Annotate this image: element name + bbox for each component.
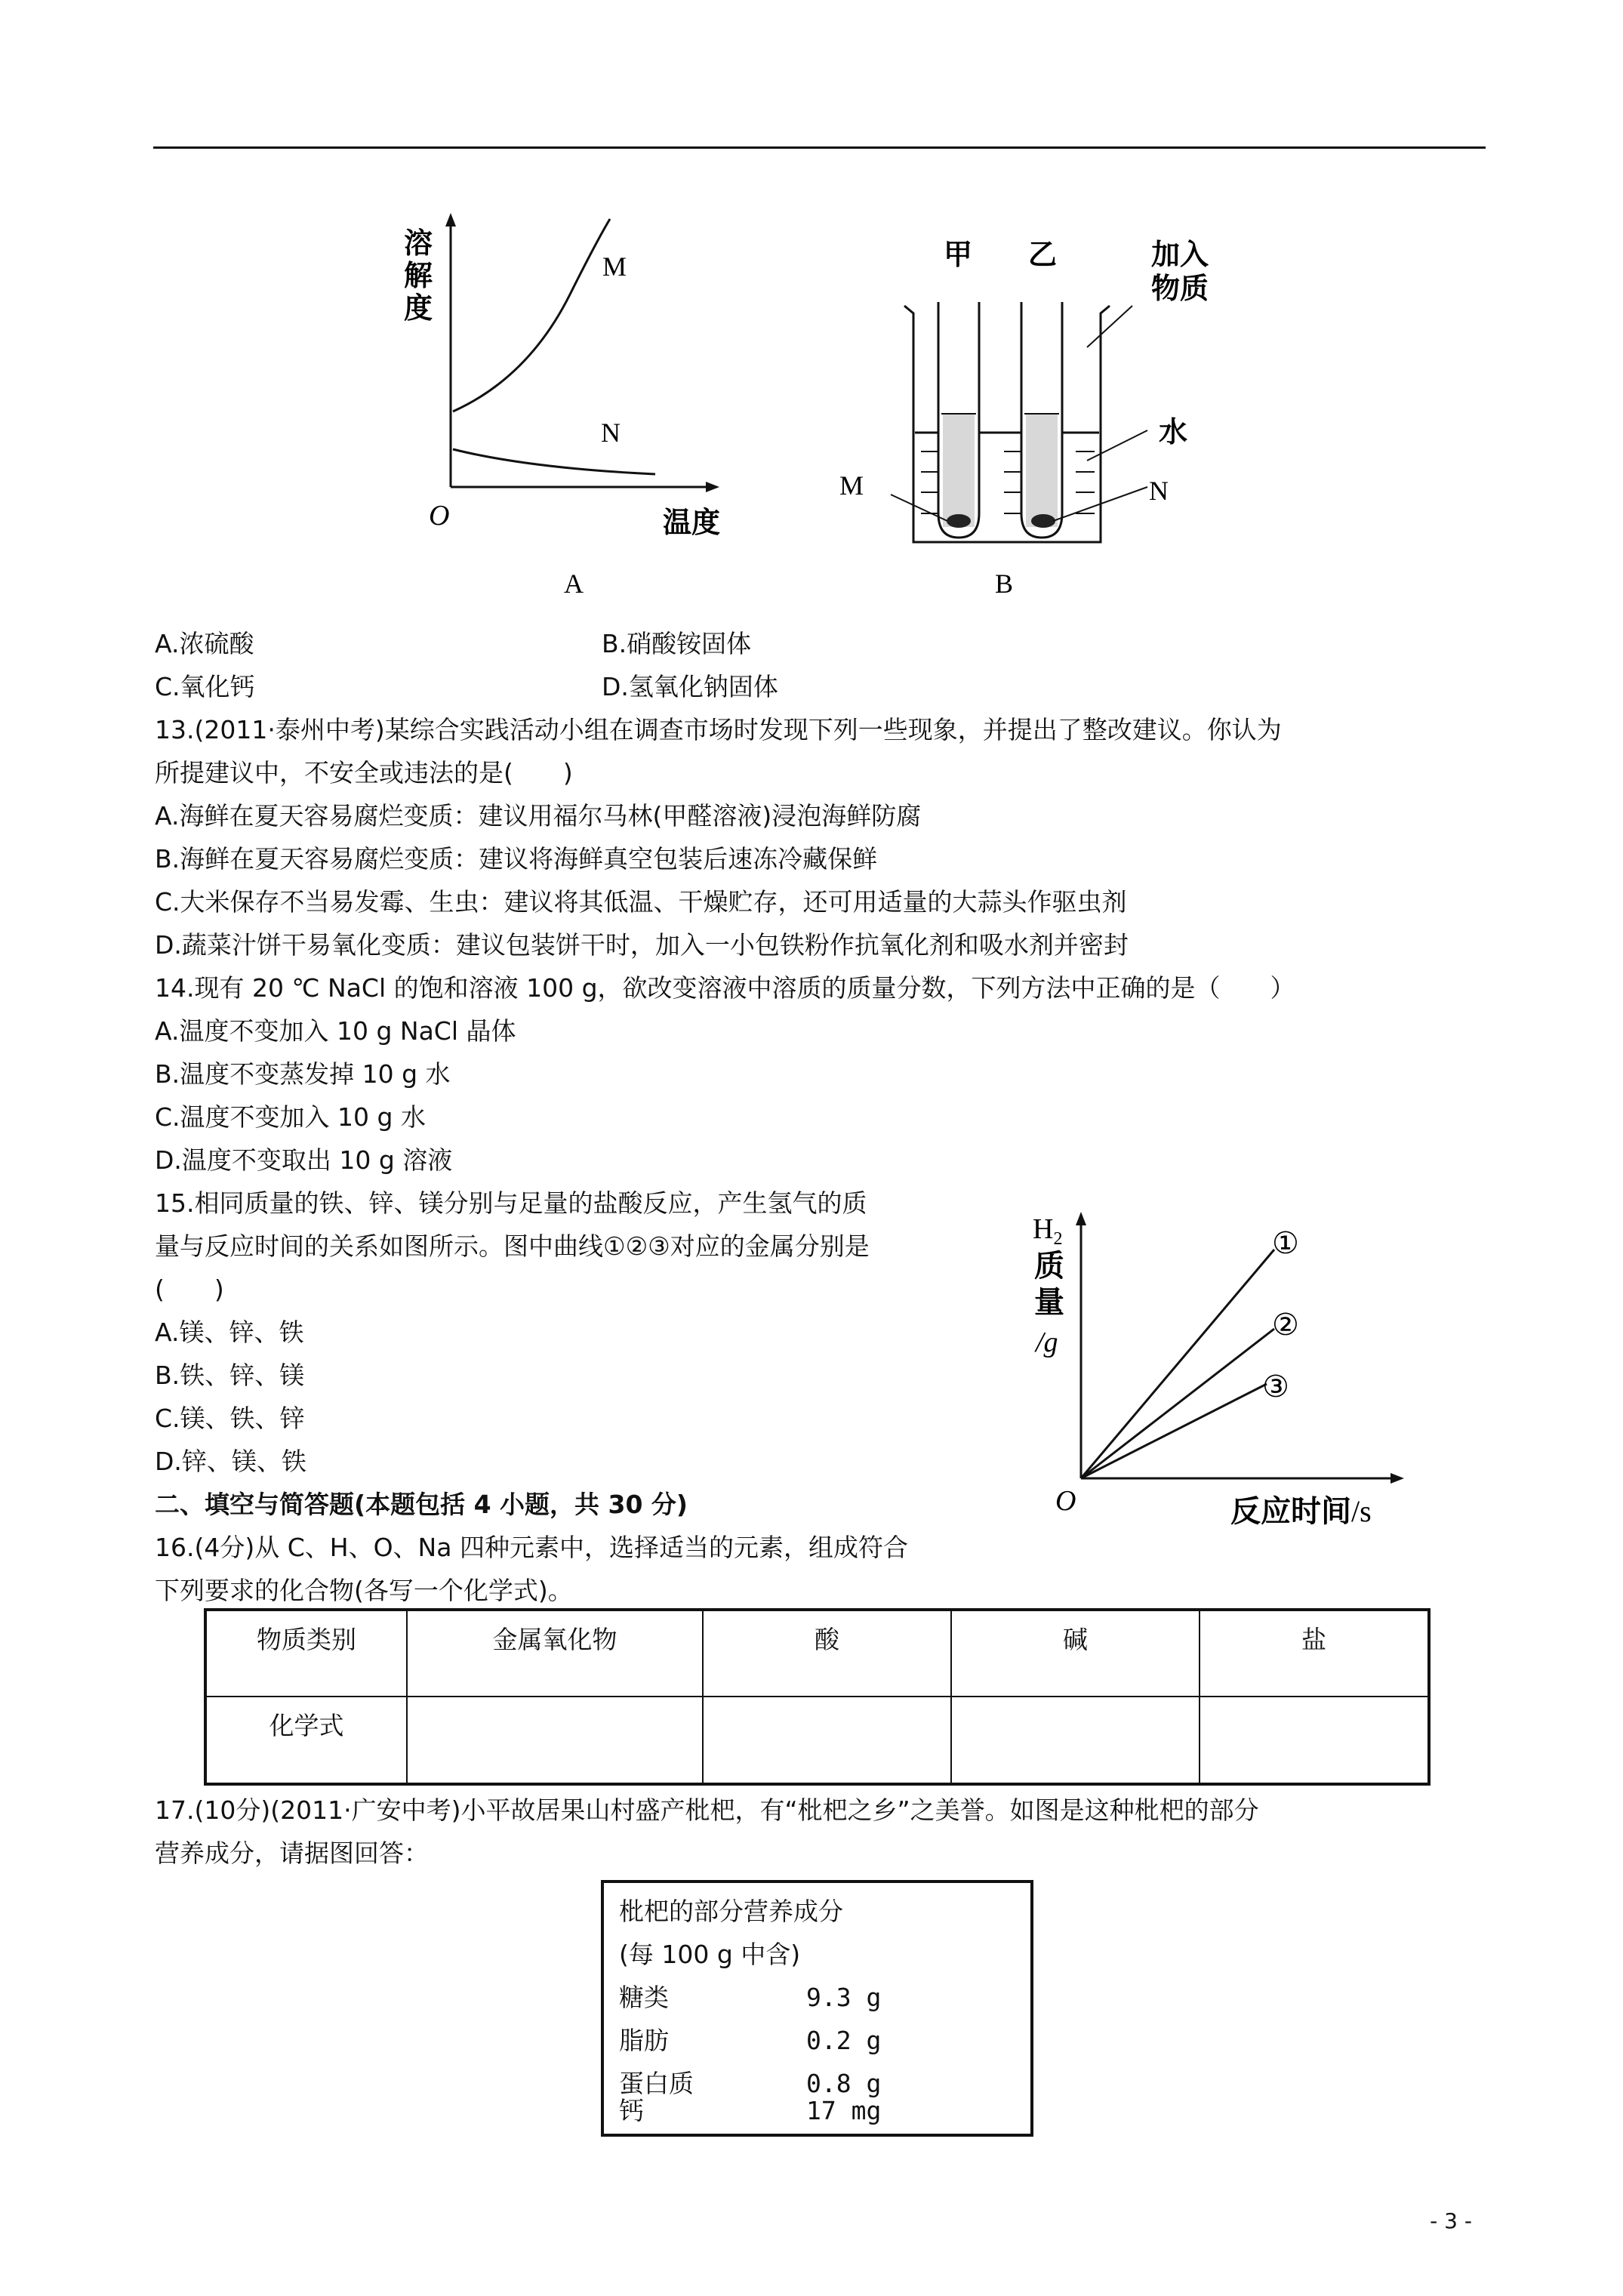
q13-option-a: A.海鲜在夏天容易腐烂变质：建议用福尔马林(甲醛溶液)浸泡海鲜防腐: [155, 801, 922, 831]
nutrition-row-value: 0.8 g: [806, 2069, 882, 2098]
fig-a-xlabel: 温度: [663, 506, 721, 539]
fig-c-origin: O: [1055, 1485, 1076, 1517]
fig-b-water-label: 水: [1159, 415, 1188, 448]
q13-option-d: D.蔬菜汁饼干易氧化变质：建议包装饼干时，加入一小包铁粉作抗氧化剂和吸水剂并密封: [155, 930, 1129, 960]
figure-b-beaker-diagram: [830, 223, 1253, 604]
fig-b-tube2-label: 乙: [1028, 238, 1058, 271]
answer-cell-acid[interactable]: [703, 1697, 951, 1784]
q16-stem-line-1: 16.(4分)从 C、H、O、Na 四种元素中，选择适当的元素，组成符合: [155, 1533, 908, 1562]
q15-stem-line-2: 量与反应时间的关系如图所示。图中曲线①②③对应的金属分别是: [155, 1231, 870, 1261]
nutrition-row-value: 17 mg: [806, 2096, 882, 2125]
q15-option-a: A.镁、锌、铁: [155, 1318, 304, 1347]
q13-option-c: C.大米保存不当易发霉、生虫：建议将其低温、干燥贮存，还可用适量的大蒜头作驱虫剂: [155, 887, 1127, 917]
q13-stem-line-2: 所提建议中，不安全或违法的是( ): [155, 758, 573, 787]
q14-option-c: C.温度不变加入 10 g 水: [155, 1102, 426, 1132]
answer-cell-base[interactable]: [951, 1697, 1200, 1784]
q12-option-d: D.氢氧化钠固体: [602, 672, 778, 701]
fig-c-ylabel-1: 质: [1034, 1249, 1064, 1284]
q12-option-a: A.浓硫酸: [155, 629, 254, 658]
fig-a-ylabel-3: 度: [404, 291, 433, 325]
nutrition-row-value: 0.2 g: [806, 2026, 882, 2055]
figure-c-hydrogen-chart: [1027, 1193, 1457, 1540]
table-header-cell: 金属氧化物: [407, 1610, 703, 1697]
fig-b-added-2: 物质: [1151, 272, 1209, 305]
q17-stem-line-2: 营养成分，请据图回答：: [155, 1838, 429, 1868]
q13-stem-line-1: 13.(2011·泰州中考)某综合实践活动小组在调查市场时发现下列一些现象，并提出了整改建议。你认为: [155, 715, 1282, 744]
q15-stem-line-3: ( ): [155, 1274, 224, 1304]
fig-a-origin: O: [429, 500, 450, 532]
fig-c-xlabel: 反应时间/s: [1230, 1494, 1372, 1529]
fig-a-caption: A: [564, 569, 584, 599]
fig-a-ylabel-2: 解: [404, 259, 433, 292]
table-header-cell: 物质类别: [205, 1610, 407, 1697]
q17-stem-line-1: 17.(10分)(2011·广安中考)小平故居果山村盛产枇杷，有“枇杷之乡”之美誉。如图是这种枇杷的部分: [155, 1795, 1259, 1825]
fig-a-curve-m-label: M: [602, 251, 627, 282]
fig-c-ylabel-2: 量: [1034, 1285, 1064, 1320]
q15-option-c: C.镁、铁、锌: [155, 1404, 305, 1433]
q12-option-c: C.氧化钙: [155, 672, 255, 701]
nutrition-row-name: 钙: [619, 2096, 644, 2125]
nutrition-row-value: 9.3 g: [806, 1983, 882, 2012]
fig-b-added-1: 加入: [1151, 238, 1209, 271]
fig-a-ylabel-1: 溶: [404, 227, 433, 260]
nutrition-row-name: 糖类: [619, 1983, 669, 2012]
fig-c-series-2-label: ②: [1272, 1308, 1299, 1342]
nutrition-subtitle: (每 100 g 中含): [619, 1940, 801, 1969]
page-number: - 3 -: [1430, 2208, 1472, 2233]
figure-a-solubility-chart: [393, 204, 747, 604]
q15-option-d: D.锌、镁、铁: [155, 1447, 306, 1476]
q12-option-b: B.硝酸铵固体: [602, 629, 752, 658]
fig-c-ylabel-3: /g: [1036, 1327, 1058, 1358]
q14-option-a: A.温度不变加入 10 g NaCl 晶体: [155, 1016, 516, 1046]
table-header-cell: 碱: [951, 1610, 1200, 1697]
nutrition-title: 枇杷的部分营养成分: [619, 1897, 843, 1926]
nutrition-row-name: 蛋白质: [619, 2069, 694, 2098]
fig-c-series-1-label: ①: [1272, 1226, 1299, 1261]
table-header-cell: 盐: [1200, 1610, 1429, 1697]
fig-c-series-3-label: ③: [1262, 1370, 1289, 1404]
section-2-heading: 二、填空与简答题(本题包括 4 小题，共 30 分): [155, 1490, 688, 1519]
table-row-label: 化学式: [205, 1697, 407, 1784]
fig-b-tube1-label: 甲: [944, 238, 973, 271]
q14-stem: 14.现有 20 ℃ NaCl 的饱和溶液 100 g，欲改变溶液中溶质的质量分数，下列方法中正确的是（ ）: [155, 973, 1295, 1003]
fig-b-caption: B: [995, 569, 1014, 599]
q16-answer-table: [204, 1608, 1431, 1786]
table-row: [205, 1610, 1429, 1697]
q14-option-b: B.温度不变蒸发掉 10 g 水: [155, 1059, 451, 1089]
table-header-cell: 酸: [703, 1610, 951, 1697]
fig-b-m-label: M: [839, 470, 864, 501]
fig-c-h2-label: $H_2$: [1033, 1213, 1063, 1249]
q15-stem-line-1: 15.相同质量的铁、锌、镁分别与足量的盐酸反应，产生氢气的质: [155, 1188, 867, 1218]
nutrition-facts-box: [601, 1880, 1033, 2137]
nutrition-row-name: 脂肪: [619, 2026, 669, 2055]
answer-cell-salt[interactable]: [1200, 1697, 1429, 1784]
q16-stem-line-2: 下列要求的化合物(各写一个化学式)。: [155, 1576, 573, 1605]
table-row: [205, 1697, 1429, 1784]
q15-option-b: B.铁、锌、镁: [155, 1361, 305, 1390]
answer-cell-metal-oxide[interactable]: [407, 1697, 703, 1784]
q14-option-d: D.温度不变取出 10 g 溶液: [155, 1145, 453, 1175]
fig-b-n-label: N: [1149, 476, 1169, 506]
header-rule: [153, 146, 1486, 149]
q13-option-b: B.海鲜在夏天容易腐烂变质：建议将海鲜真空包装后速冻冷藏保鲜: [155, 844, 878, 874]
fig-a-curve-n-label: N: [601, 418, 621, 448]
